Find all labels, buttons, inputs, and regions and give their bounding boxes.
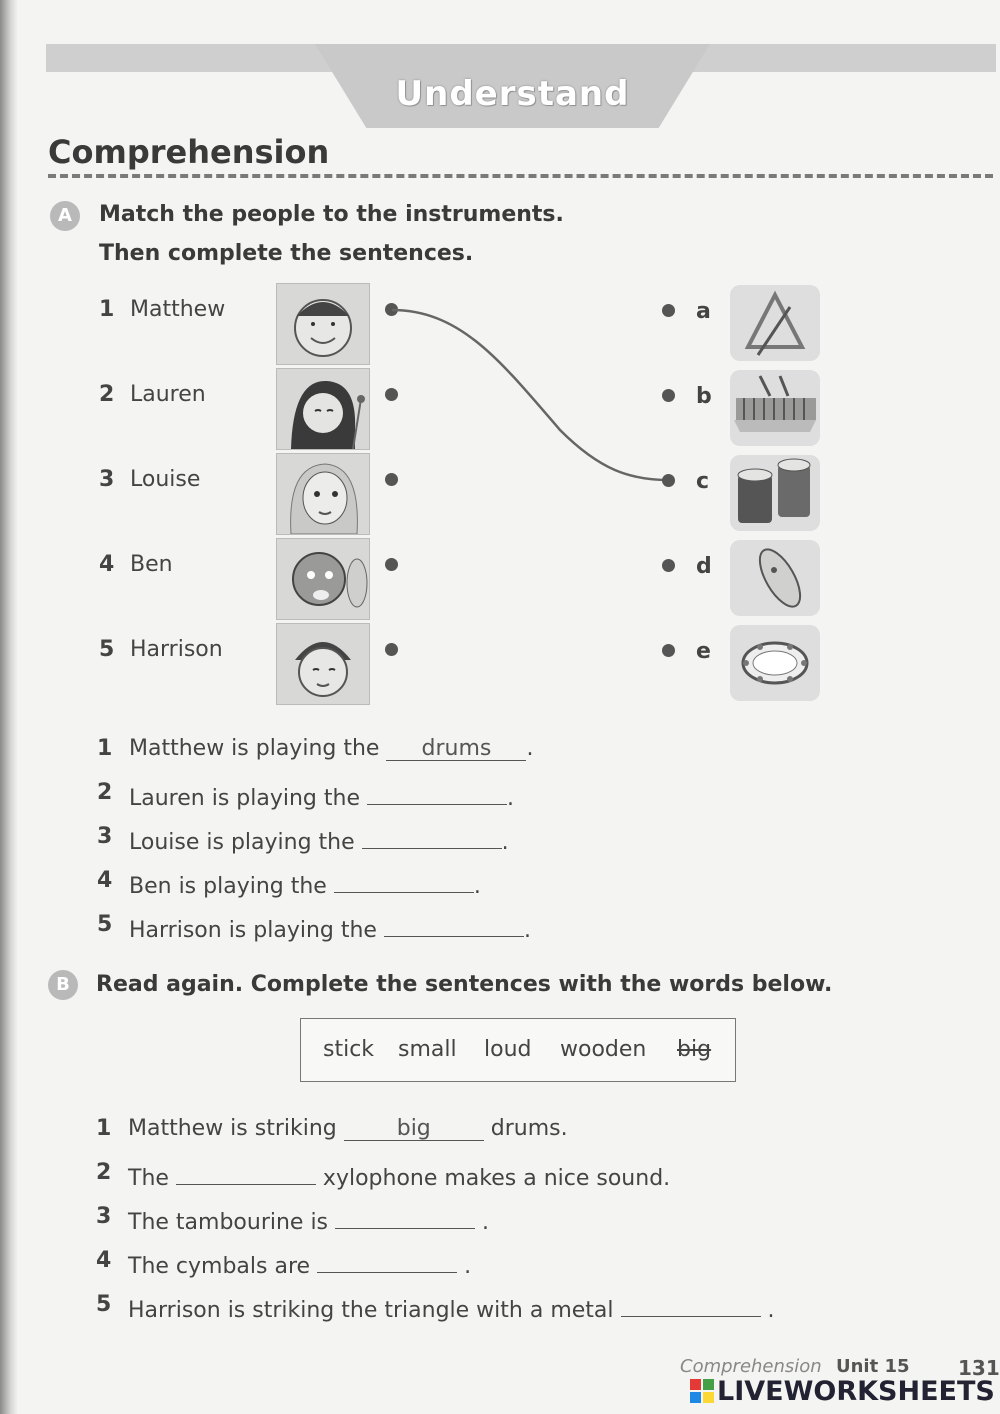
answer-blank[interactable] xyxy=(362,824,502,849)
activity-a-instruction-2: Then complete the sentences. xyxy=(99,241,474,266)
match-dot-instrument-a[interactable] xyxy=(662,304,675,317)
sentence-b-1: Matthew is striking big drums. xyxy=(128,1116,568,1141)
sentence-b-4: The cymbals are . xyxy=(128,1248,471,1279)
triangle-icon xyxy=(730,285,820,361)
answer-blank[interactable] xyxy=(621,1292,761,1317)
liveworksheets-watermark xyxy=(690,1376,995,1407)
person-name: Lauren xyxy=(130,382,206,407)
sentence-number: 2 xyxy=(97,780,113,805)
banner-title: Understand xyxy=(395,74,630,114)
sentence-a-4: Ben is playing the . xyxy=(129,868,481,899)
answer-blank[interactable]: drums xyxy=(386,736,526,761)
sentence-b-3: The tambourine is . xyxy=(128,1204,489,1235)
sentence-number: 2 xyxy=(96,1160,112,1185)
instrument-letter: b xyxy=(696,384,712,409)
sentence-a-3: Louise is playing the . xyxy=(129,824,509,855)
drums-icon xyxy=(730,455,820,531)
sentence-number: 4 xyxy=(96,1248,112,1273)
activity-b-badge: B xyxy=(48,970,78,1000)
word-bank-item: small xyxy=(398,1037,457,1062)
sentence-number: 5 xyxy=(96,1292,112,1317)
person-number: 3 xyxy=(99,467,115,492)
instrument-letter: c xyxy=(696,469,710,494)
match-dot-instrument-e[interactable] xyxy=(662,644,675,657)
person-name: Louise xyxy=(130,467,201,492)
sentence-number: 5 xyxy=(97,912,113,937)
word-bank-item: loud xyxy=(484,1037,532,1062)
footer-unit: Unit 15 xyxy=(836,1356,910,1377)
liveworksheets-logo-icon xyxy=(690,1379,714,1403)
sentence-number: 3 xyxy=(97,824,113,849)
page-number: 131 xyxy=(958,1356,1000,1380)
person-name: Ben xyxy=(130,552,173,577)
answer-blank[interactable]: big xyxy=(344,1116,484,1141)
sentence-a-1: Matthew is playing the drums . xyxy=(129,736,534,761)
instrument-letter: a xyxy=(696,299,711,324)
answer-blank[interactable] xyxy=(384,912,524,937)
answer-blank[interactable] xyxy=(176,1160,316,1185)
person-name: Harrison xyxy=(130,637,223,662)
person-name: Matthew xyxy=(130,297,226,322)
match-dot-instrument-c[interactable] xyxy=(662,474,675,487)
word-bank-item-used: big xyxy=(677,1037,712,1062)
person-number: 5 xyxy=(99,637,115,662)
sentence-number: 1 xyxy=(97,736,113,761)
match-line-example xyxy=(0,0,1000,700)
activity-a-badge: A xyxy=(50,201,80,231)
answer-blank[interactable] xyxy=(335,1204,475,1229)
word-bank xyxy=(300,1018,736,1082)
match-dot-instrument-b[interactable] xyxy=(662,389,675,402)
sentence-b-2: The xylophone makes a nice sound. xyxy=(128,1160,670,1191)
footer-section: Comprehension xyxy=(680,1356,822,1377)
instrument-letter: d xyxy=(696,554,712,579)
answer-blank[interactable] xyxy=(317,1248,457,1273)
person-number: 4 xyxy=(99,552,115,577)
word-bank-item: stick xyxy=(323,1037,375,1062)
answer-blank[interactable] xyxy=(334,868,474,893)
activity-b-instruction: Read again. Complete the sentences with the words below. xyxy=(96,972,833,997)
activity-a-instruction-1: Match the people to the instruments. xyxy=(99,202,564,227)
xylophone-icon xyxy=(730,370,820,446)
sentence-b-5: Harrison is striking the triangle with a metal . xyxy=(128,1292,775,1323)
sentence-number: 4 xyxy=(97,868,113,893)
person-number: 2 xyxy=(99,382,115,407)
sentence-a-2: Lauren is playing the . xyxy=(129,780,514,811)
tambourine-icon xyxy=(730,625,820,701)
person-number: 1 xyxy=(99,297,115,322)
sentence-a-5: Harrison is playing the . xyxy=(129,912,531,943)
watermark-text: LIVEWORKSHEETS xyxy=(717,1376,995,1407)
section-title: Comprehension xyxy=(48,133,330,171)
instrument-letter: e xyxy=(696,639,711,664)
sentence-number: 3 xyxy=(96,1204,112,1229)
answer-blank[interactable] xyxy=(367,780,507,805)
match-dot-instrument-d[interactable] xyxy=(662,559,675,572)
word-bank-item: wooden xyxy=(560,1037,647,1062)
cymbals-icon xyxy=(730,540,820,616)
sentence-number: 1 xyxy=(96,1116,112,1141)
